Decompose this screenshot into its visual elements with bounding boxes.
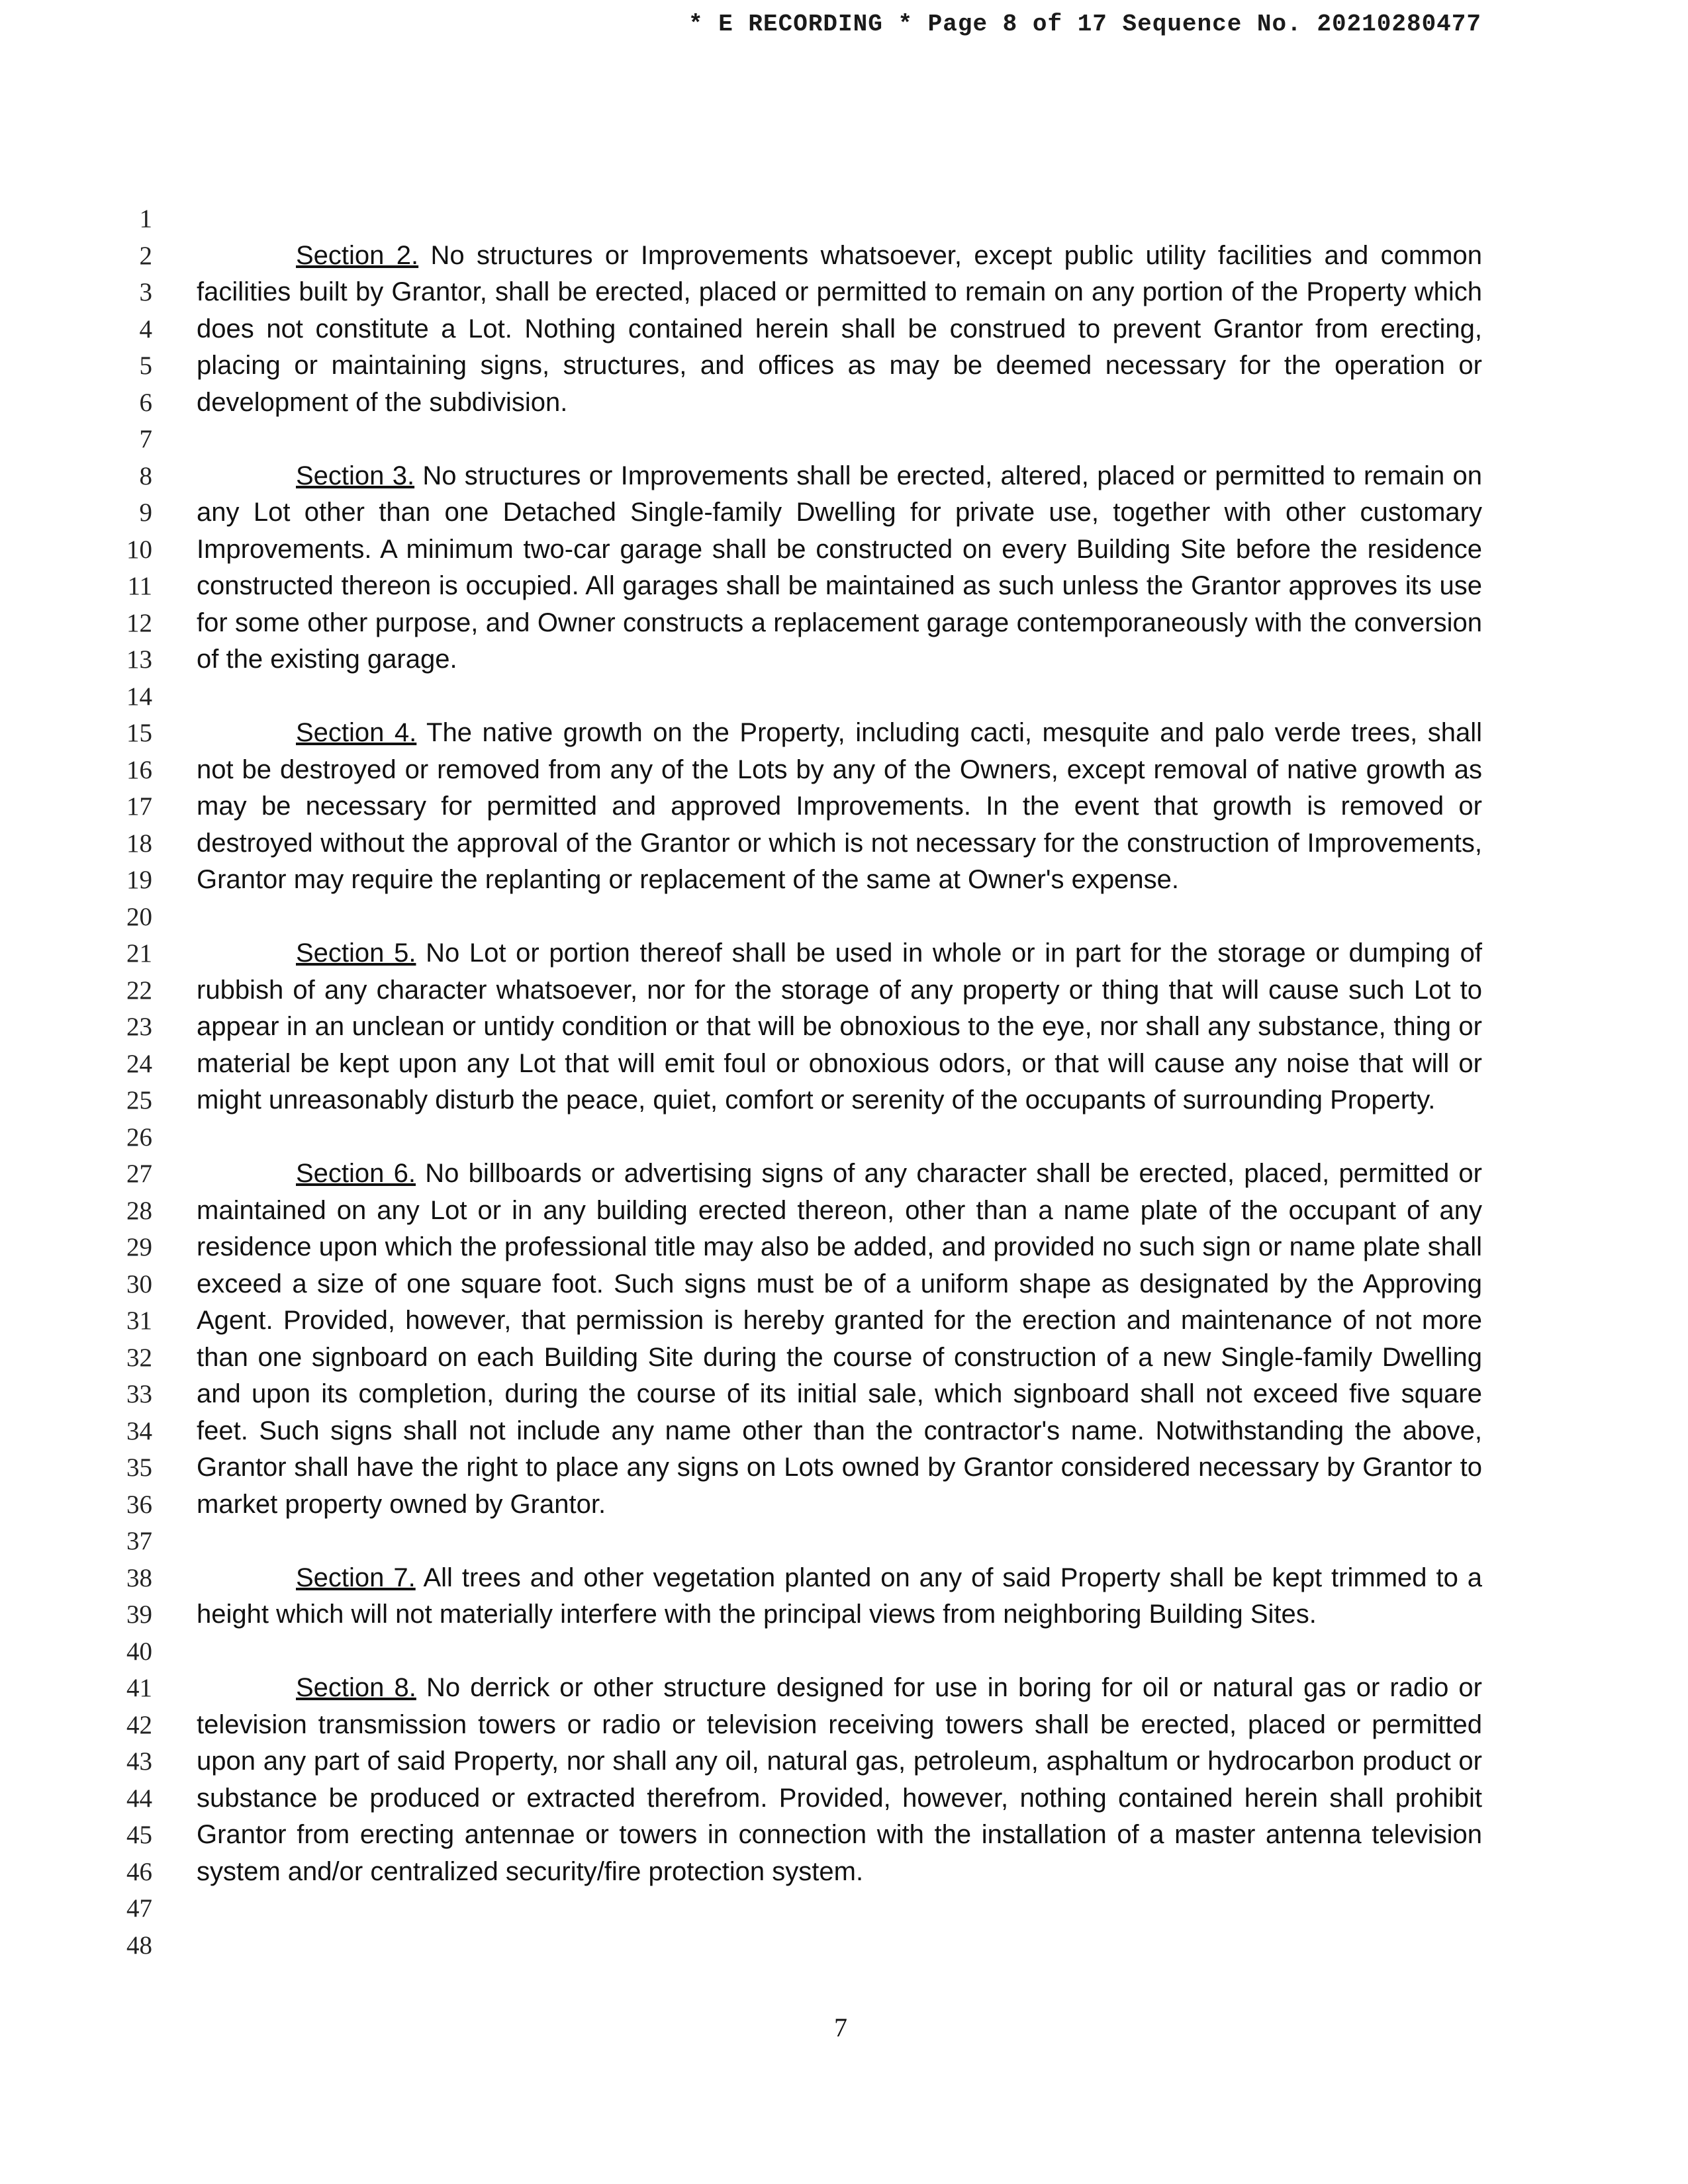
section-8-paragraph xyxy=(197,1670,1482,1890)
blank-line xyxy=(197,201,1482,238)
line-number: 33 xyxy=(126,1380,152,1408)
line-number: 46 xyxy=(126,1857,152,1886)
line-number: 28 xyxy=(126,1196,152,1225)
document-body xyxy=(197,201,1482,1927)
line-number: 3 xyxy=(139,278,152,306)
blank-line xyxy=(197,1633,1482,1670)
section-4-paragraph xyxy=(197,715,1482,899)
section-6-paragraph xyxy=(197,1156,1482,1523)
section-5-heading: Section 5. xyxy=(296,938,416,968)
line-number: 7 xyxy=(139,425,152,453)
section-6-heading: Section 6. xyxy=(296,1159,416,1188)
line-number: 26 xyxy=(126,1122,152,1152)
line-number: 23 xyxy=(126,1013,152,1041)
blank-line xyxy=(197,1119,1482,1156)
line-number: 9 xyxy=(139,498,152,527)
line-number: 41 xyxy=(126,1674,152,1702)
line-number: 34 xyxy=(126,1416,152,1445)
section-5-text: No Lot or portion thereof shall be used in whole or in part for the storage or dumping of rubbish of any character whatsoever, nor for the storage of any property or thing that will cause such Lot to appear in an unclean or untidy condition or that will be obnoxious to the eye, nor shall any substance, thing or material be kept upon any Lot that will emit foul or obnoxious odors, or that will cause any noise that will or might unreasonably disturb the peace, quiet, comfort or serenity of the occupants of surrounding Property. xyxy=(197,938,1483,1115)
section-5-paragraph xyxy=(197,935,1482,1119)
section-2-paragraph xyxy=(197,238,1482,422)
line-number: 24 xyxy=(126,1049,152,1078)
line-number: 10 xyxy=(126,535,152,564)
section-2-text: No structures or Improvements whatsoever, except public utility facilities and common facilities built by Grantor, shall be erected, placed or permitted to remain on any portion of the Property which does not constitute a Lot. Nothing contained herein shall be construed to prevent Grantor from erecting, placing or maintaining signs, structures, and offices as may be deemed necessary for the operation or development of the subdivision. xyxy=(197,240,1482,417)
line-number: 43 xyxy=(126,1747,152,1776)
line-number: 16 xyxy=(126,755,152,784)
blank-line xyxy=(197,899,1482,936)
section-4-heading: Section 4. xyxy=(296,718,417,747)
line-number: 29 xyxy=(126,1233,152,1261)
recording-header: * E RECORDING * Page 8 of 17 Sequence No. 20210280477 xyxy=(688,11,1481,38)
line-number: 15 xyxy=(126,719,152,747)
blank-line xyxy=(197,678,1482,715)
line-number: 17 xyxy=(126,792,152,821)
line-number: 14 xyxy=(126,682,152,711)
line-number: 8 xyxy=(139,461,152,490)
blank-line xyxy=(197,1523,1482,1560)
line-number: 38 xyxy=(126,1563,152,1592)
line-number: 44 xyxy=(126,1784,152,1813)
line-number: 31 xyxy=(126,1306,152,1335)
line-number: 32 xyxy=(126,1343,152,1372)
section-7-paragraph xyxy=(197,1560,1482,1633)
line-number: 6 xyxy=(139,388,152,417)
page-number: 7 xyxy=(834,2013,847,2042)
line-number: 18 xyxy=(126,829,152,858)
line-number: 36 xyxy=(126,1490,152,1519)
line-number: 4 xyxy=(139,314,152,343)
line-number: 40 xyxy=(126,1637,152,1666)
line-number: 37 xyxy=(126,1527,152,1555)
section-3-text: No structures or Improvements shall be erected, altered, placed or permitted to remain on any Lot other than one Detached Single-family Dwelling for private use, together with other customary Improvements. A minimum two-car garage shall be constructed on every Building Site before the residence constructed thereon is occupied. All garages shall be maintained as such unless the Grantor approves its use for some other purpose, and Owner constructs a replacement garage contemporaneously with the conversion of the existing garage. xyxy=(197,461,1482,674)
section-3-heading: Section 3. xyxy=(296,461,415,490)
blank-line xyxy=(197,421,1482,458)
section-8-text: No derrick or other structure designed for use in boring for oil or natural gas or radio or television transmission towers or radio or television receiving towers shall be erected, placed or permitted upon any part of said Property, nor shall any oil, natural gas, petroleum, asphaltum or hydrocarbon product or substance be produced or extracted therefrom. Provided, however, nothing contained herein shall prohibit Grantor from erecting antennae or towers in connection with the installation of a master antenna television system and/or centralized security/fire protection system. xyxy=(197,1673,1482,1886)
line-number: 25 xyxy=(126,1086,152,1115)
section-8-heading: Section 8. xyxy=(296,1673,416,1702)
line-number: 11 xyxy=(127,572,152,600)
line-number: 42 xyxy=(126,1710,152,1739)
line-number: 39 xyxy=(126,1600,152,1629)
line-number: 35 xyxy=(126,1453,152,1482)
line-number-column xyxy=(99,201,152,1964)
section-7-text: All trees and other vegetation planted on any of said Property shall be kept trimmed to a height which will not materially interfere with the principal views from neighboring Building Sites. xyxy=(197,1563,1483,1629)
line-number: 12 xyxy=(126,608,152,637)
line-number: 30 xyxy=(126,1269,152,1298)
line-number: 22 xyxy=(126,976,152,1005)
line-number: 2 xyxy=(139,241,152,270)
line-number: 45 xyxy=(126,1821,152,1849)
section-3-paragraph xyxy=(197,458,1482,678)
line-number: 20 xyxy=(126,902,152,931)
section-4-text: The native growth on the Property, including cacti, mesquite and palo verde trees, shall not be destroyed or removed from any of the Lots by any of the Owners, except removal of native growth as may be necessary for permitted and approved Improvements. In the event that growth is removed or destroyed without the approval of the Grantor or which is not necessary for the construction of Improvements, Grantor may require the replanting or replacement of the same at Owner's expense. xyxy=(197,718,1483,894)
line-number: 5 xyxy=(139,351,152,380)
line-number: 27 xyxy=(126,1160,152,1188)
section-2-heading: Section 2. xyxy=(296,240,419,270)
section-7-heading: Section 7. xyxy=(296,1563,416,1592)
line-number: 21 xyxy=(126,939,152,968)
line-number: 1 xyxy=(139,205,152,233)
blank-line xyxy=(197,1890,1482,1927)
line-number: 47 xyxy=(126,1894,152,1923)
line-number: 13 xyxy=(126,645,152,674)
section-6-text: No billboards or advertising signs of any character shall be erected, placed, permitted or maintained on any Lot or in any building erected thereon, other than a name plate of the occupant of any residence upon which the professional title may also be added, and provided no such sign or name plate shall exceed a size of one square foot. Such signs must be of a uniform shape as designated by the Approving Agent. Provided, however, that permission is hereby granted for the erection and maintenance of not more than one signboard on each Building Site during the course of construction of a new Single-family Dwelling and upon its completion, during the course of its initial sale, which signboard shall not exceed five square feet. Such signs shall not include any name other than the contractor's name. Notwithstanding the above, Grantor shall have the right to place any signs on Lots owned by Grantor considered necessary by Grantor to market property owned by Grantor. xyxy=(197,1159,1482,1519)
line-number: 48 xyxy=(126,1931,152,1960)
line-number: 19 xyxy=(126,866,152,894)
